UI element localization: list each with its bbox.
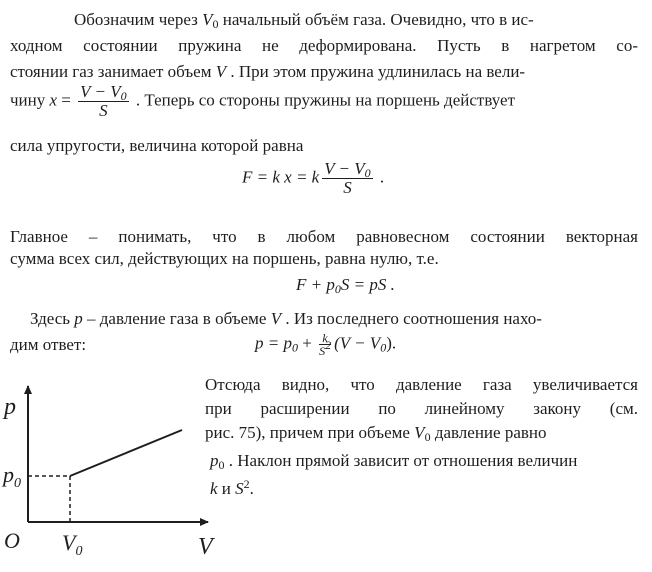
text-line: сила упругости, величина которой равна bbox=[10, 136, 304, 155]
text-line: при расширении по линейному закону (см. bbox=[205, 399, 638, 418]
pressure-line bbox=[70, 430, 182, 476]
fraction-numerator: $V - V_0$ bbox=[324, 159, 371, 180]
formula-force: F = k x = k $\frac{V - V_0}{S}$ . bbox=[242, 159, 385, 197]
variable: p bbox=[74, 309, 83, 328]
fraction bbox=[319, 332, 331, 357]
text-segment: . Теперь со стороны пружины на поршень действует bbox=[131, 90, 516, 110]
text-line bbox=[10, 83, 515, 120]
text-line: Здесь p – давление газа в объеме V . Из последнего соотношения нахо- bbox=[30, 309, 542, 328]
fraction-numerator: $V - V_0$ bbox=[80, 82, 127, 103]
formula-equilibrium: $F + p_0S$ = pS . bbox=[296, 275, 395, 296]
x-axis-label: V bbox=[198, 534, 213, 560]
variable: x bbox=[49, 90, 58, 110]
v0-label: $V_0$ bbox=[62, 530, 83, 559]
text-line: Главное – понимать, что в любом равновесном состоянии векторная bbox=[10, 227, 638, 246]
fraction bbox=[78, 83, 128, 120]
variable: V bbox=[414, 423, 425, 442]
variable: V bbox=[202, 10, 213, 29]
text-line bbox=[10, 61, 525, 83]
text-line: $p_0$ . Наклон прямой зависит от отношения величин bbox=[210, 451, 578, 472]
formula-answer: $p = p_0$ + $\frac{k}{S^2}$ $(V - V_0)$. bbox=[255, 331, 397, 358]
y-axis-label: p bbox=[4, 394, 16, 420]
text-segment: Обозначим через bbox=[74, 10, 203, 29]
text-segment: = bbox=[57, 90, 76, 110]
p0-label: $p_0$ bbox=[3, 462, 21, 491]
pressure-volume-graph bbox=[0, 370, 220, 570]
fraction-denominator: S bbox=[99, 101, 108, 120]
text-line: ходном состоянии пружина не деформирована. Пусть в нагретом со- bbox=[10, 36, 638, 55]
text-line: k и $S^2$. bbox=[210, 477, 254, 498]
variable: S bbox=[235, 479, 244, 498]
fraction-denominator: S bbox=[343, 178, 352, 197]
text-line: рис. 75), причем при объеме $V_0$ давление равно bbox=[205, 423, 547, 444]
origin-label: O bbox=[4, 528, 20, 553]
text-segment: чину bbox=[10, 90, 50, 110]
text-line bbox=[74, 9, 534, 31]
variable: k bbox=[210, 479, 218, 498]
text-line: дим ответ: bbox=[10, 335, 87, 354]
variable: V bbox=[215, 62, 227, 81]
subscript: 0 bbox=[212, 17, 219, 31]
fraction-denominator: $S^2$ bbox=[319, 338, 332, 358]
fraction-numerator: k bbox=[319, 332, 331, 345]
text-segment: . При этом пружина удлинилась на вели- bbox=[226, 62, 526, 81]
text-segment: начальный объём газа. Очевидно, что в ис- bbox=[218, 10, 534, 29]
text-line: Отсюда видно, что давление газа увеличивается bbox=[205, 375, 638, 394]
variable: p bbox=[210, 451, 219, 470]
variable: V bbox=[270, 309, 282, 328]
text-line: сумма всех сил, действующих на поршень, равна нулю, т.е. bbox=[10, 249, 439, 268]
fraction bbox=[322, 160, 372, 197]
text-segment: стоянии газ занимает объем bbox=[10, 62, 216, 81]
